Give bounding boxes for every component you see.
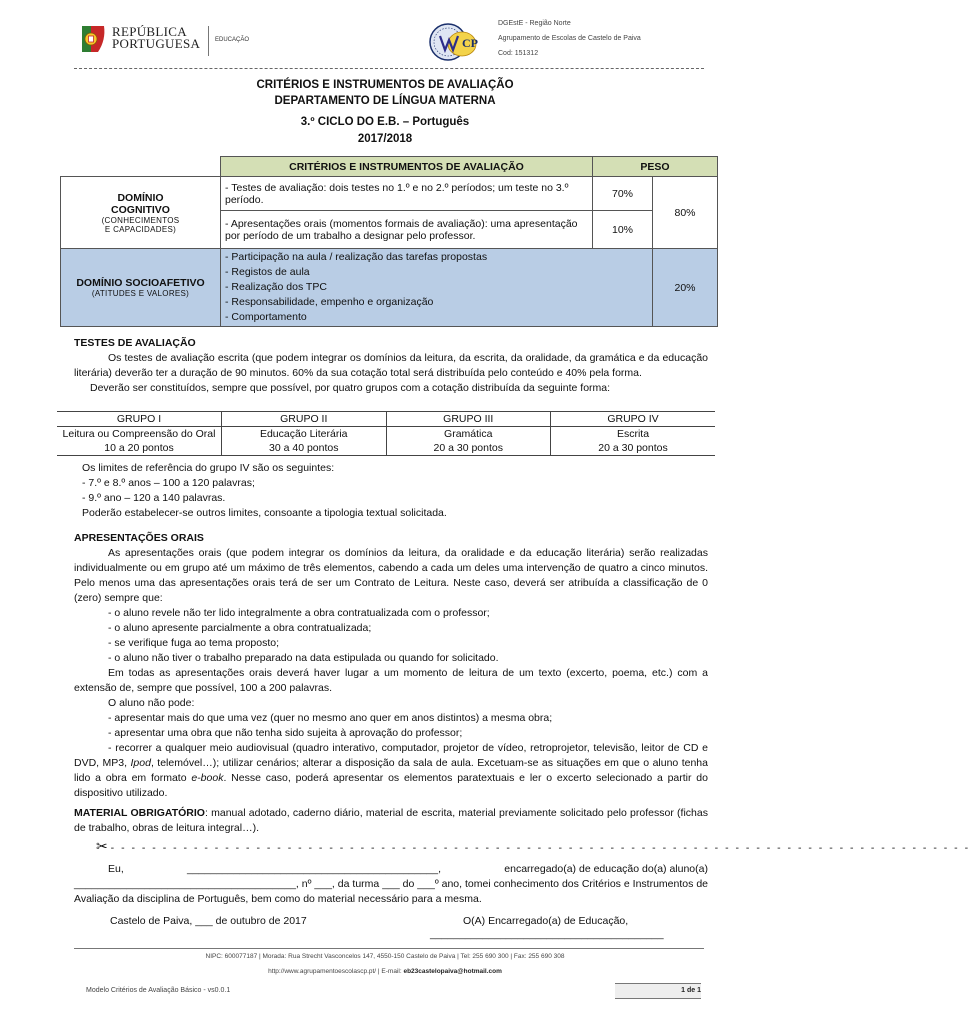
- slip-place-date: Castelo de Paiva, ___ de outubro de 2017: [110, 915, 307, 927]
- material-section: [74, 806, 708, 836]
- portugal-flag-icon: [82, 24, 106, 56]
- slip-line-1: [74, 862, 708, 877]
- cannot-intro: O aluno não pode:: [108, 697, 195, 709]
- slip-eu: Eu,: [108, 863, 124, 875]
- cognitive-tests-item: - Testes de avaliação: dois testes no 1.º e no 2.º períodos; um teste no 3.º período.: [221, 177, 593, 211]
- republica-portuguesa-logo: [82, 24, 250, 58]
- criteria-column-header: CRITÉRIOS E INSTRUMENTOS DE AVALIAÇÃO: [221, 157, 593, 177]
- group-name: GRUPO IV: [551, 412, 716, 427]
- group-points: 20 a 30 pontos: [551, 441, 716, 456]
- group-name: GRUPO II: [222, 412, 387, 427]
- material-label: MATERIAL OBRIGATÓRIO: [74, 807, 205, 819]
- group-points: 10 a 20 pontos: [57, 441, 222, 456]
- header-divider: [74, 68, 704, 69]
- limits-intro: Os limites de referência do grupo IV são os seguintes:: [82, 462, 335, 474]
- school-logo-letters: CP: [462, 36, 478, 50]
- cognitive-oral-item: - Apresentações orais (momentos formais de avaliação): uma apresentação por período de um trabalho a designar pelo professor.: [221, 211, 593, 249]
- weight-column-header: PESO: [593, 157, 718, 177]
- cannot3-ebook: e-book: [191, 772, 224, 784]
- logo-divider: [208, 26, 209, 56]
- acknowledgement-slip: [74, 862, 708, 907]
- socio-domain-cell: [61, 249, 221, 327]
- criteria-table: [60, 156, 718, 327]
- logo-line-1: REPÚBLICA: [112, 24, 187, 39]
- doc-cycle: 3.º CICLO DO E.B. – Português: [300, 116, 470, 128]
- zero-condition-item: - o aluno revele não ter lido integralmente a obra contratualizada com o professor;: [108, 607, 490, 619]
- cannot-item: - apresentar uma obra que não tenha sido sujeita à aprovação do professor;: [108, 727, 463, 739]
- republica-label: [112, 26, 200, 50]
- socio-item: - Participação na aula / realização das tarefas propostas: [225, 251, 488, 263]
- group-topic: Gramática: [386, 427, 551, 442]
- page-number: 1 de 1: [615, 983, 701, 999]
- limit-item: - 9.º ano – 120 a 140 palavras.: [82, 492, 226, 504]
- group-topic: Educação Literária: [222, 427, 387, 442]
- oral-heading: APRESENTAÇÕES ORAIS: [74, 532, 204, 544]
- doc-school-year: 2017/2018: [357, 133, 413, 145]
- cannot3-ipod: Ipod: [130, 757, 151, 769]
- zero-condition-item: - se verifique fuga ao tema proposto;: [108, 637, 280, 649]
- cognitive-total-weight: 80%: [653, 177, 718, 249]
- slip-signature-label: O(A) Encarregado(a) de Educação,: [463, 915, 629, 927]
- socio-item: - Responsabilidade, empenho e organização: [225, 296, 434, 308]
- cut-line: [96, 838, 970, 855]
- limit-item: - 7.º e 8.º anos – 100 a 120 palavras;: [82, 477, 255, 489]
- group-name: GRUPO I: [57, 412, 222, 427]
- school-logo: [428, 22, 486, 62]
- tests-groups-intro: Deverão ser constituídos, sempre que possível, por quatro grupos com a cotação distribuída da seguinte forma:: [90, 382, 611, 394]
- header-school-name: Agrupamento de Escolas de Castelo de Paiva: [498, 35, 641, 42]
- signature-field: ________________________________________: [430, 928, 664, 940]
- socio-weight: 20%: [653, 249, 718, 327]
- group-points: 20 a 30 pontos: [386, 441, 551, 456]
- zero-condition-item: - o aluno apresente parcialmente a obra contratualizada;: [108, 622, 372, 634]
- zero-conditions-list: [74, 606, 708, 666]
- footer-model-version: Modelo Critérios de Avaliação Básico - vs0.0.1: [86, 987, 231, 994]
- socio-item: - Realização dos TPC: [225, 281, 327, 293]
- footer-web: [0, 968, 770, 975]
- oral-paragraph: As apresentações orais (que podem integrar os domínios da leitura, da oralidade e da educação literária) serão realizadas individualmente ou em grupo até um máximo de três elementos, cabendo a cada um deles uma intervenção de quatro a cinco minutos. Pelo menos uma das apresentações orais terá de ser um Contrato de Leitura. Neste caso, deverá ser atribuída a classificação de 0 (zero) sempre que:: [74, 547, 708, 604]
- header-school-info: [498, 16, 641, 61]
- header-region: DGEstE - Região Norte: [498, 20, 571, 27]
- education-label: EDUCAÇÃO: [215, 37, 250, 43]
- cognitive-title-1: DOMÍNIO: [117, 191, 164, 204]
- cognitive-sub-1: (CONHECIMENTOS: [101, 215, 180, 225]
- slip-guardian-of: encarregado(a) de educação do(a) aluno(a): [504, 863, 708, 875]
- limits-note: Poderão estabelecer-se outros limites, consoante a tipologia textual solicitada.: [82, 507, 447, 519]
- zero-condition-item: - o aluno não tiver o trabalho preparado na data estipulada ou quando for solicitado.: [108, 652, 499, 664]
- cannot3-text-b: , telemóvel…); utilizar cenários; alterar a disposição da sala de aula. Excetuam-se as situações em que o aluno tenha lido a obra em formato: [74, 757, 708, 784]
- cognitive-sub-2: E CAPACIDADES): [104, 224, 177, 234]
- socio-item: - Comportamento: [225, 311, 307, 323]
- scissors-icon: ✂: [96, 838, 108, 854]
- footer-contacts: NIPC: 600077187 | Morada: Rua Strecht Vasconcelos 147, 4550-150 Castelo de Paiva | Tel: 255 690 300 | Fax: 255 690 308: [205, 953, 565, 960]
- socio-title: DOMÍNIO SOCIOAFETIVO: [76, 277, 205, 289]
- cut-dashes: - - - - - - - - - - - - - - - - - - - - - - - - - - - - - - - - - - - - - - - - - - - - - - - - - - - - - - - - - - - - - - - - - - - - - - - - - - - - - - - - - - -: [110, 842, 970, 854]
- cannot-item-media: [74, 741, 708, 801]
- logo-line-2: PORTUGUESA: [112, 36, 201, 51]
- groups-table: [57, 411, 715, 456]
- doc-title: CRITÉRIOS E INSTRUMENTOS DE AVALIAÇÃO: [256, 79, 514, 91]
- group-points: 30 a 40 pontos: [222, 441, 387, 456]
- group-topic: Leitura ou Compreensão do Oral: [62, 428, 216, 440]
- slip-line-2: ______________________________________, nº ___, da turma ___ do ___º ano, tomei conhecimento dos Critérios e Instrumentos de Avaliação da disciplina de Português, bem como do material necessário para a mesma.: [74, 878, 708, 905]
- footer-website: http://www.agrupamentoescolascp.pt/ | E-mail:: [268, 968, 402, 975]
- header-school-code: Cod: 151312: [498, 50, 539, 57]
- cannot3-text-c: . Nesse caso, poderá apresentar os elementos paratextuais e ler o excerto selecionado a partir do dispositivo utilizado.: [74, 772, 708, 799]
- socio-items-cell: [221, 249, 653, 327]
- oral-weight: 10%: [593, 211, 653, 249]
- oral-reading-paragraph: Em todas as apresentações orais deverá haver lugar a um momento de leitura de um texto (excerto, poema, etc.) com a extensão de, sempre que possível, 100 a 200 palavras.: [74, 667, 708, 694]
- limits-block: [82, 461, 708, 521]
- cannot3-text-a: - recorrer a qualquer meio audiovisual (quadro interativo, computador, projetor de vídeo, retroprojetor, televisão, leitor de CD e DVD, MP3,: [74, 742, 708, 769]
- oral-section: [74, 531, 708, 801]
- tests-weight: 70%: [593, 177, 653, 211]
- group-name: GRUPO III: [386, 412, 551, 427]
- tests-paragraph: Os testes de avaliação escrita (que podem integrar os domínios da leitura, da escrita, da oralidade, da gramática e da educação literária) deverão ter a duração de 90 minutos. 60% da sua cotação total será distribuída pelo conteúdo e 40% pela forma.: [74, 352, 708, 379]
- footer-divider: [74, 948, 704, 949]
- cognitive-title-2: COGNITIVO: [111, 203, 170, 216]
- group-topic: Escrita: [551, 427, 716, 442]
- doc-department: DEPARTAMENTO DE LÍNGUA MATERNA: [274, 95, 496, 107]
- tests-heading: TESTES DE AVALIAÇÃO: [74, 337, 196, 349]
- socio-sub: (ATITUDES E VALORES): [91, 289, 190, 298]
- cognitive-domain-cell: [61, 177, 221, 249]
- tests-section: [74, 336, 708, 396]
- cannot-item: - apresentar mais do que uma vez (quer no mesmo ano quer em anos distintos) a mesma obra;: [108, 712, 553, 724]
- empty-corner: [61, 157, 221, 177]
- material-text: : manual adotado, caderno diário, material de escrita, material previamente solicitado pelo professor (fichas de trabalho, obras de leitura integral…).: [74, 807, 708, 834]
- socio-item: - Registos de aula: [225, 266, 310, 278]
- footer-email[interactable]: eb23castelopaiva@hotmail.com: [403, 968, 502, 975]
- guardian-name-field: ___________________________________________,: [187, 863, 442, 875]
